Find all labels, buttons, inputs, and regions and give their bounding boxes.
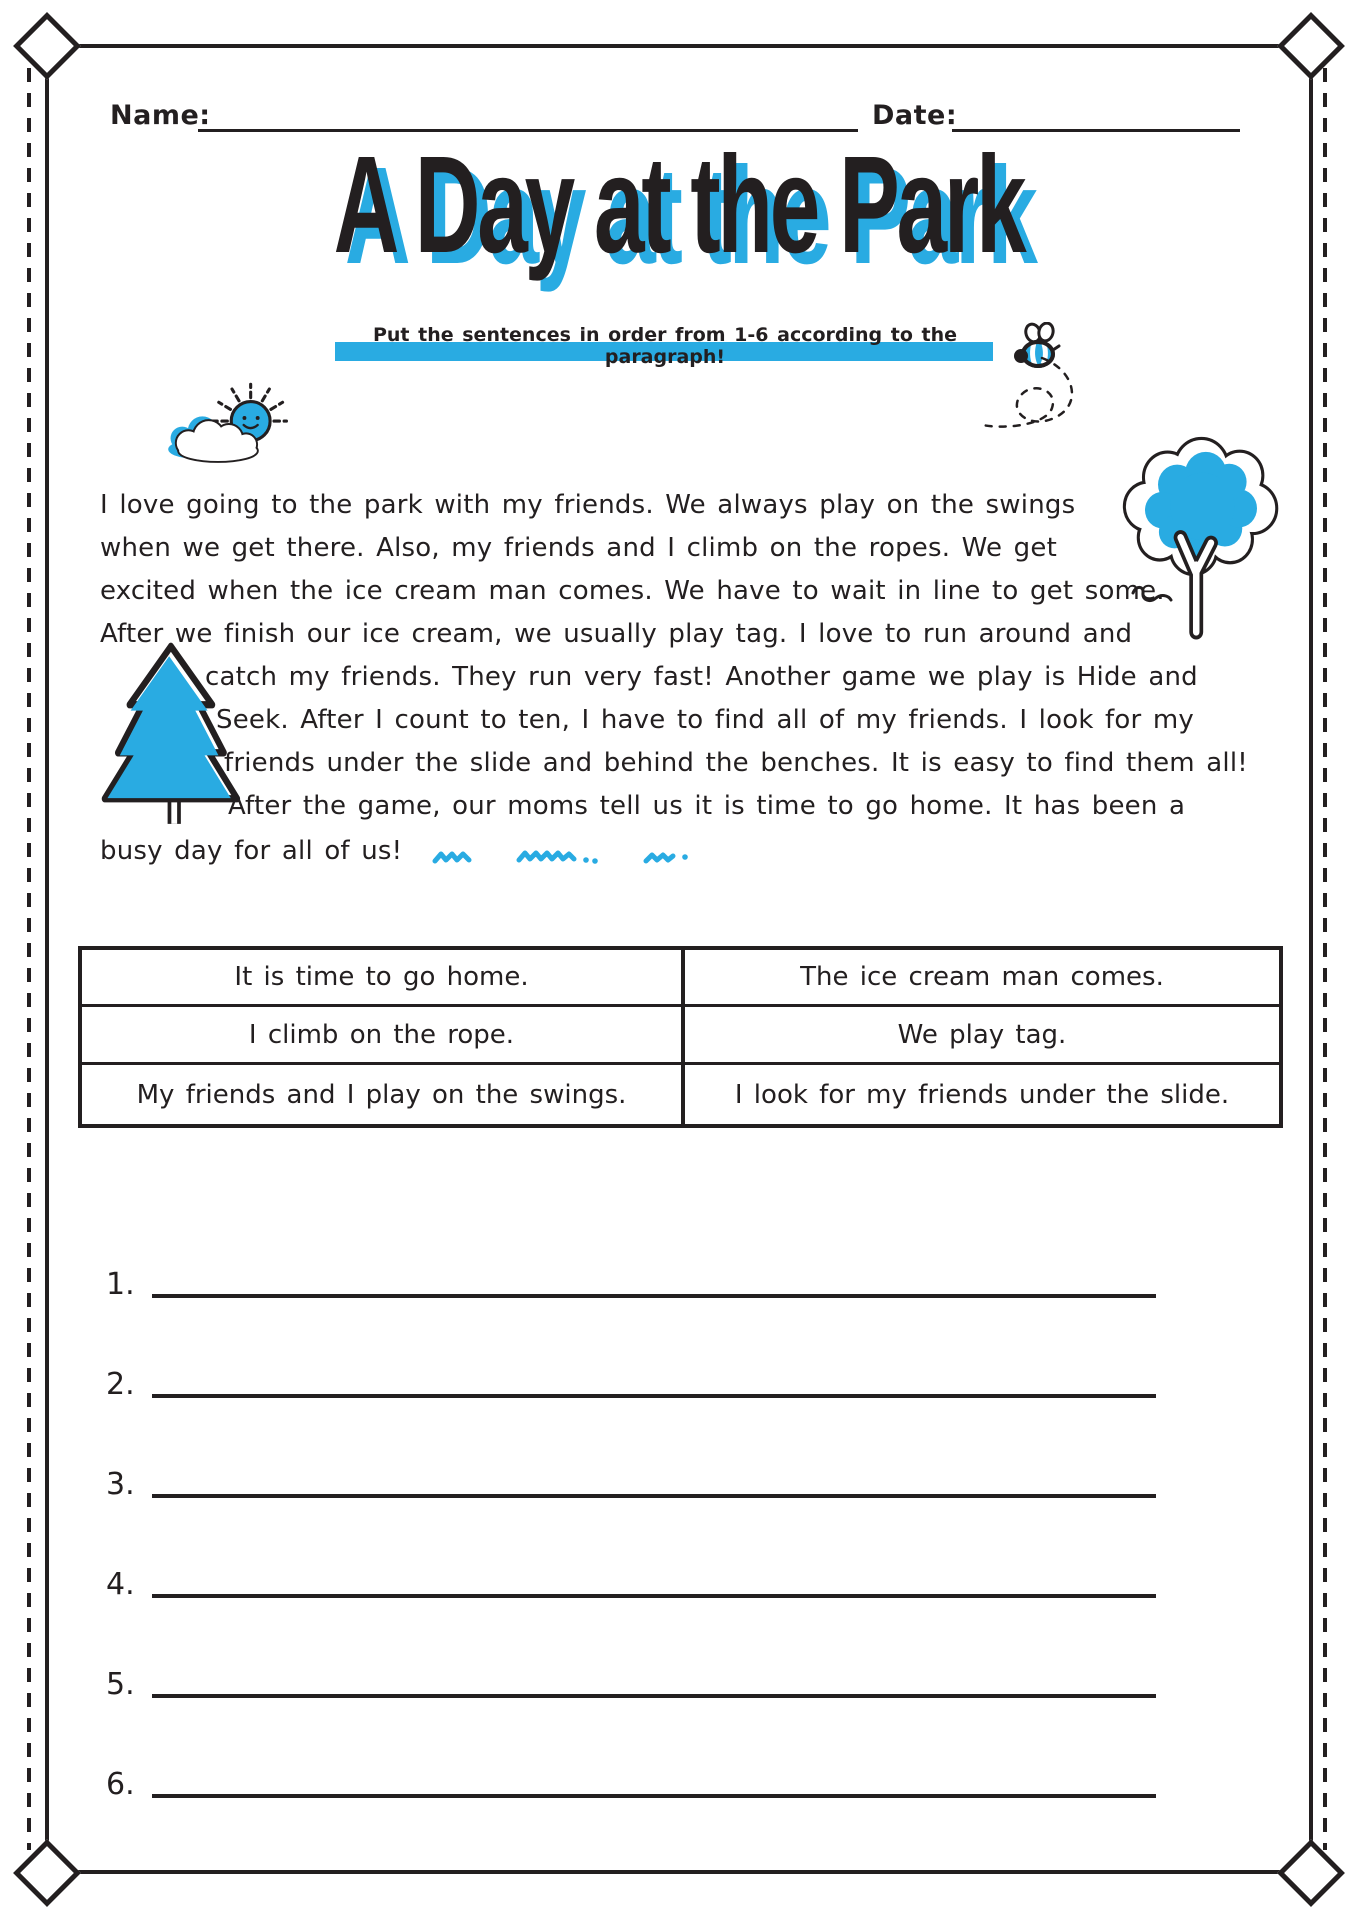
- answer-row: [106, 1360, 1156, 1400]
- round-tree-icon: [1112, 430, 1290, 644]
- answer-blank[interactable]: [152, 1394, 1156, 1398]
- answer-row: [106, 1260, 1156, 1300]
- scribble-mark-icon: [432, 849, 474, 865]
- cut-line-left: [27, 68, 31, 1850]
- date-label: Date:: [872, 100, 958, 131]
- story-line: when we get there. Also, my friends and I climb on the ropes. We get: [100, 533, 1057, 563]
- sentence-bank-table: [78, 946, 1283, 1128]
- answer-number: 5.: [106, 1667, 135, 1702]
- scribble-mark-icon: [516, 847, 608, 865]
- answer-row: [106, 1560, 1156, 1600]
- answer-row: [106, 1460, 1156, 1500]
- instruction-text: Put the sentences in order from 1-6 according to the paragraph!: [372, 324, 957, 368]
- story-line: After we finish our ice cream, we usually play tag. I love to run around and: [100, 619, 1133, 649]
- answer-blank[interactable]: [152, 1694, 1156, 1698]
- story-line: busy day for all of us!: [100, 836, 403, 866]
- answer-blank[interactable]: [152, 1794, 1156, 1798]
- page-title: [0, 128, 1358, 282]
- sentence-cell: My friends and I play on the swings.: [82, 1065, 685, 1124]
- answer-number: 1.: [106, 1267, 135, 1302]
- sentence-cell: It is time to go home.: [82, 950, 685, 1007]
- story-line: I love going to the park with my friends. We always play on the swings: [100, 490, 1076, 520]
- answer-number: 2.: [106, 1367, 135, 1402]
- cut-line-right: [1323, 68, 1327, 1850]
- answer-row: [106, 1660, 1156, 1700]
- sentence-cell: We play tag.: [685, 1007, 1279, 1065]
- answer-blank[interactable]: [152, 1294, 1156, 1298]
- answer-blank[interactable]: [152, 1594, 1156, 1598]
- story-line: catch my friends. They run very fast! Another game we play is Hide and: [205, 662, 1198, 692]
- answer-blank[interactable]: [152, 1494, 1156, 1498]
- story-line: Seek. After I count to ten, I have to find all of my friends. I look for my: [216, 705, 1194, 735]
- scribble-mark-icon: [643, 849, 691, 865]
- story-line: After the game, our moms tell us it is time to go home. It has been a: [228, 791, 1186, 821]
- story-line: excited when the ice cream man comes. We have to wait in line to get some.: [100, 576, 1165, 606]
- sentence-cell: The ice cream man comes.: [685, 950, 1279, 1007]
- story-line: friends under the slide and behind the benches. It is easy to find them all!: [224, 748, 1248, 778]
- page-title-text: A Day at the Park: [334, 128, 1024, 282]
- sentence-cell: I look for my friends under the slide.: [734, 1079, 1230, 1110]
- answer-number: 3.: [106, 1467, 135, 1502]
- answer-number: 4.: [106, 1567, 135, 1602]
- sun-cloud-icon: [148, 382, 288, 468]
- answer-number: 6.: [106, 1767, 135, 1802]
- answer-row: [106, 1760, 1156, 1800]
- name-label: Name:: [110, 100, 211, 131]
- sentence-cell: I climb on the rope.: [82, 1007, 685, 1065]
